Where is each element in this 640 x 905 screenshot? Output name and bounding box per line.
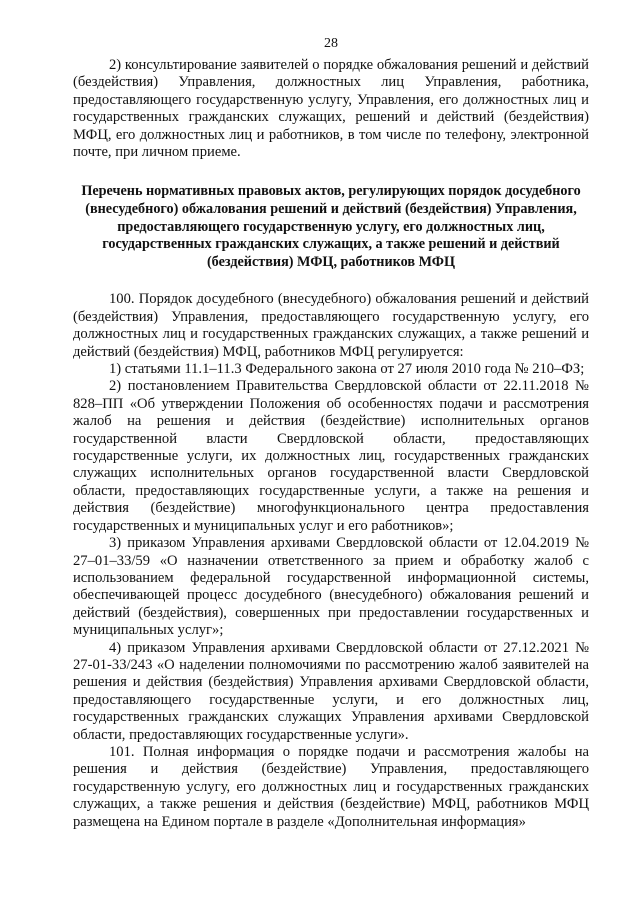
paragraph-100: 100. Порядок досудебного (внесудебного) обжалования решений и действий (бездействия) Управления, предоставляющего государственную услугу, его должностных лиц и государственных гражданских служащих, а также решений и действий (бездействия) МФЦ, работников МФЦ регулируется: [73,291,589,360]
page-number: 28 [324,36,338,51]
section-heading: Перечень нормативных правовых актов, регулирующих порядок досудебного (внесудебного) обжалования решений и действий (бездействия) Управления, предоставляющего государственную услугу, его должностных лиц, государственных гражданских служащих, а также решений и действий (бездействия) МФЦ, работников МФЦ [81,183,581,270]
paragraph-item-1: 1) статьями 11.1–11.3 Федерального закона от 27 июля 2010 года № 210–ФЗ; [109,361,585,378]
paragraph-item-2: 2) постановлением Правительства Свердловской области от 22.11.2018 № 828–ПП «Об утверждении Положения об особенностях подачи и рассмотрения жалоб на решения и действия (бездействие) исполнительных органов государственной власти Свердловской области, предоставляющих государственные услуги, их должностных лиц, государственных гражданских служащих исполнительных органов государственной власти Свердловской области, предоставляющих государственные услуги, а также на решения и действия (бездействие) многофункционального центра предоставления государственных и муниципальных услуг и его работников»; [73,378,589,534]
paragraph-item-3: 3) приказом Управления архивами Свердловской области от 12.04.2019 № 27–01–33/59 «О назначении ответственного за прием и обработку жалоб с использованием федеральной государственной информационной системы, обеспечивающей процесс досудебного (внесудебного) обжалования решений и действий (бездействия), совершенных при предоставлении государственных и муниципальных услуг»; [73,535,589,639]
paragraph-item-4: 4) приказом Управления архивами Свердловской области от 27.12.2021 № 27-01-33/243 «О наделении полномочиями по рассмотрению жалоб заявителей на решения и действия (бездействия) Управления архивами Свердловской области, предоставляющего государственные услуги, и его должностных лиц, государственных гражданских служащих Управления архивами Свердловской области, предоставляющих государственные услуги». [73,639,589,743]
document-page [73,36,589,831]
paragraph-101: 101. Полная информация о порядке подачи и рассмотрения жалобы на решения и действия (бездействие) Управления, предоставляющего государственную услугу, его должностных лиц и государственных гражданских служащих, а также решения и действия (бездействие) МФЦ, работников МФЦ размещена на Едином портале в разделе «Дополнительная информация» [73,743,589,830]
intro-paragraph: 2) консультирование заявителей о порядке обжалования решений и действий (бездействия) Управления, должностных лиц Управления, работника, предоставляющего государственную услугу, Управления, его должностных лиц и государственных гражданских служащих, решений и действий (бездействия) МФЦ, его должностных лиц и работников, в том числе по телефону, электронной почте, при личном приеме. [73,57,589,161]
